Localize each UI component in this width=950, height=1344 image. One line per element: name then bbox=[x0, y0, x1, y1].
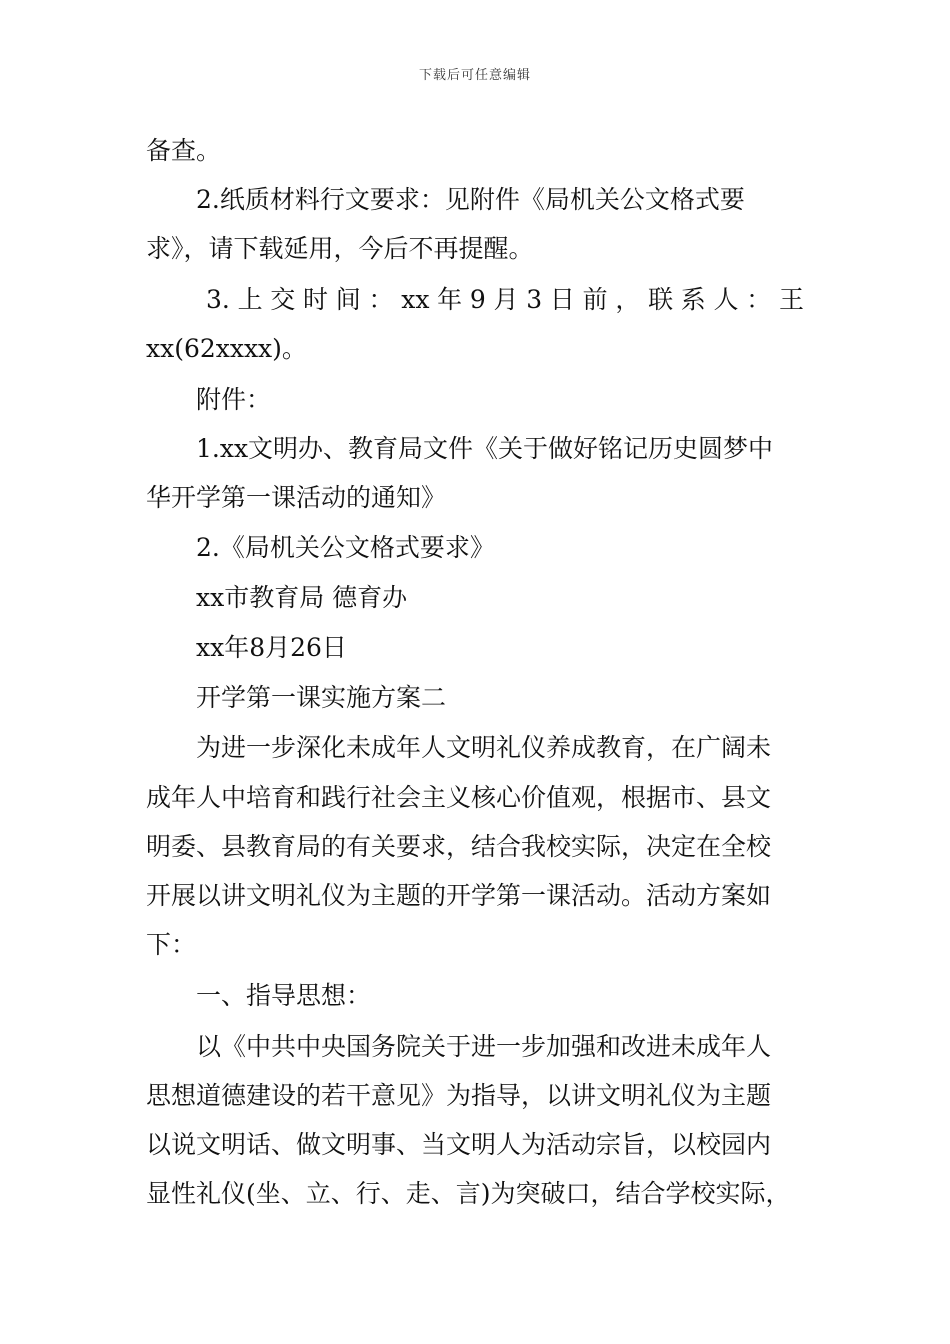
text-line: 华开学第一课活动的通知》 bbox=[146, 483, 447, 512]
text-line: 显性礼仪(坐、立、行、走、言)为突破口，结合学校实际， bbox=[146, 1179, 791, 1208]
text-line: 以说文明话、做文明事、当文明人为活动宗旨，以校园内 bbox=[146, 1130, 772, 1159]
text-line: 开学第一课实施方案二 bbox=[196, 683, 447, 712]
text-line: 2.纸质材料行文要求：见附件《局机关公文格式要 bbox=[196, 185, 745, 214]
text-line: 附件： bbox=[196, 385, 272, 414]
text-line: 开展以讲文明礼仪为主题的开学第一课活动。活动方案如 bbox=[146, 881, 772, 910]
text-line: 1.xx文明办、教育局文件《关于做好铭记历史圆梦中 bbox=[196, 434, 774, 463]
page-header: 下载后可任意编辑 bbox=[418, 68, 531, 83]
text-line: xx市教育局 德育办 bbox=[196, 583, 408, 612]
text-line: 思想道德建设的若干意见》为指导，以讲文明礼仪为主题 bbox=[146, 1081, 772, 1110]
text-line: 一、指导思想： bbox=[196, 981, 372, 1010]
text-line: xx年8月26日 bbox=[196, 633, 347, 662]
text-line: 为进一步深化未成年人文明礼仪养成教育，在广阔未 bbox=[196, 733, 772, 762]
text-line: xx(62xxxx)。 bbox=[146, 334, 307, 363]
text-line: 明委、县教育局的有关要求，结合我校实际，决定在全校 bbox=[146, 832, 772, 861]
text-line: 求》，请下载延用，今后不再提醒。 bbox=[146, 234, 534, 263]
text-line: 3.上交时间：xx年9月3日前，联系人：王 bbox=[206, 285, 804, 314]
text-line: 2.《局机关公文格式要求》 bbox=[196, 533, 495, 562]
text-line: 以《中共中央国务院关于进一步加强和改进未成年人 bbox=[196, 1032, 772, 1061]
text-line: 备查。 bbox=[146, 136, 222, 165]
text-line: 下： bbox=[146, 930, 197, 959]
text-line: 成年人中培育和践行社会主义核心价值观，根据市、县文 bbox=[146, 783, 772, 812]
